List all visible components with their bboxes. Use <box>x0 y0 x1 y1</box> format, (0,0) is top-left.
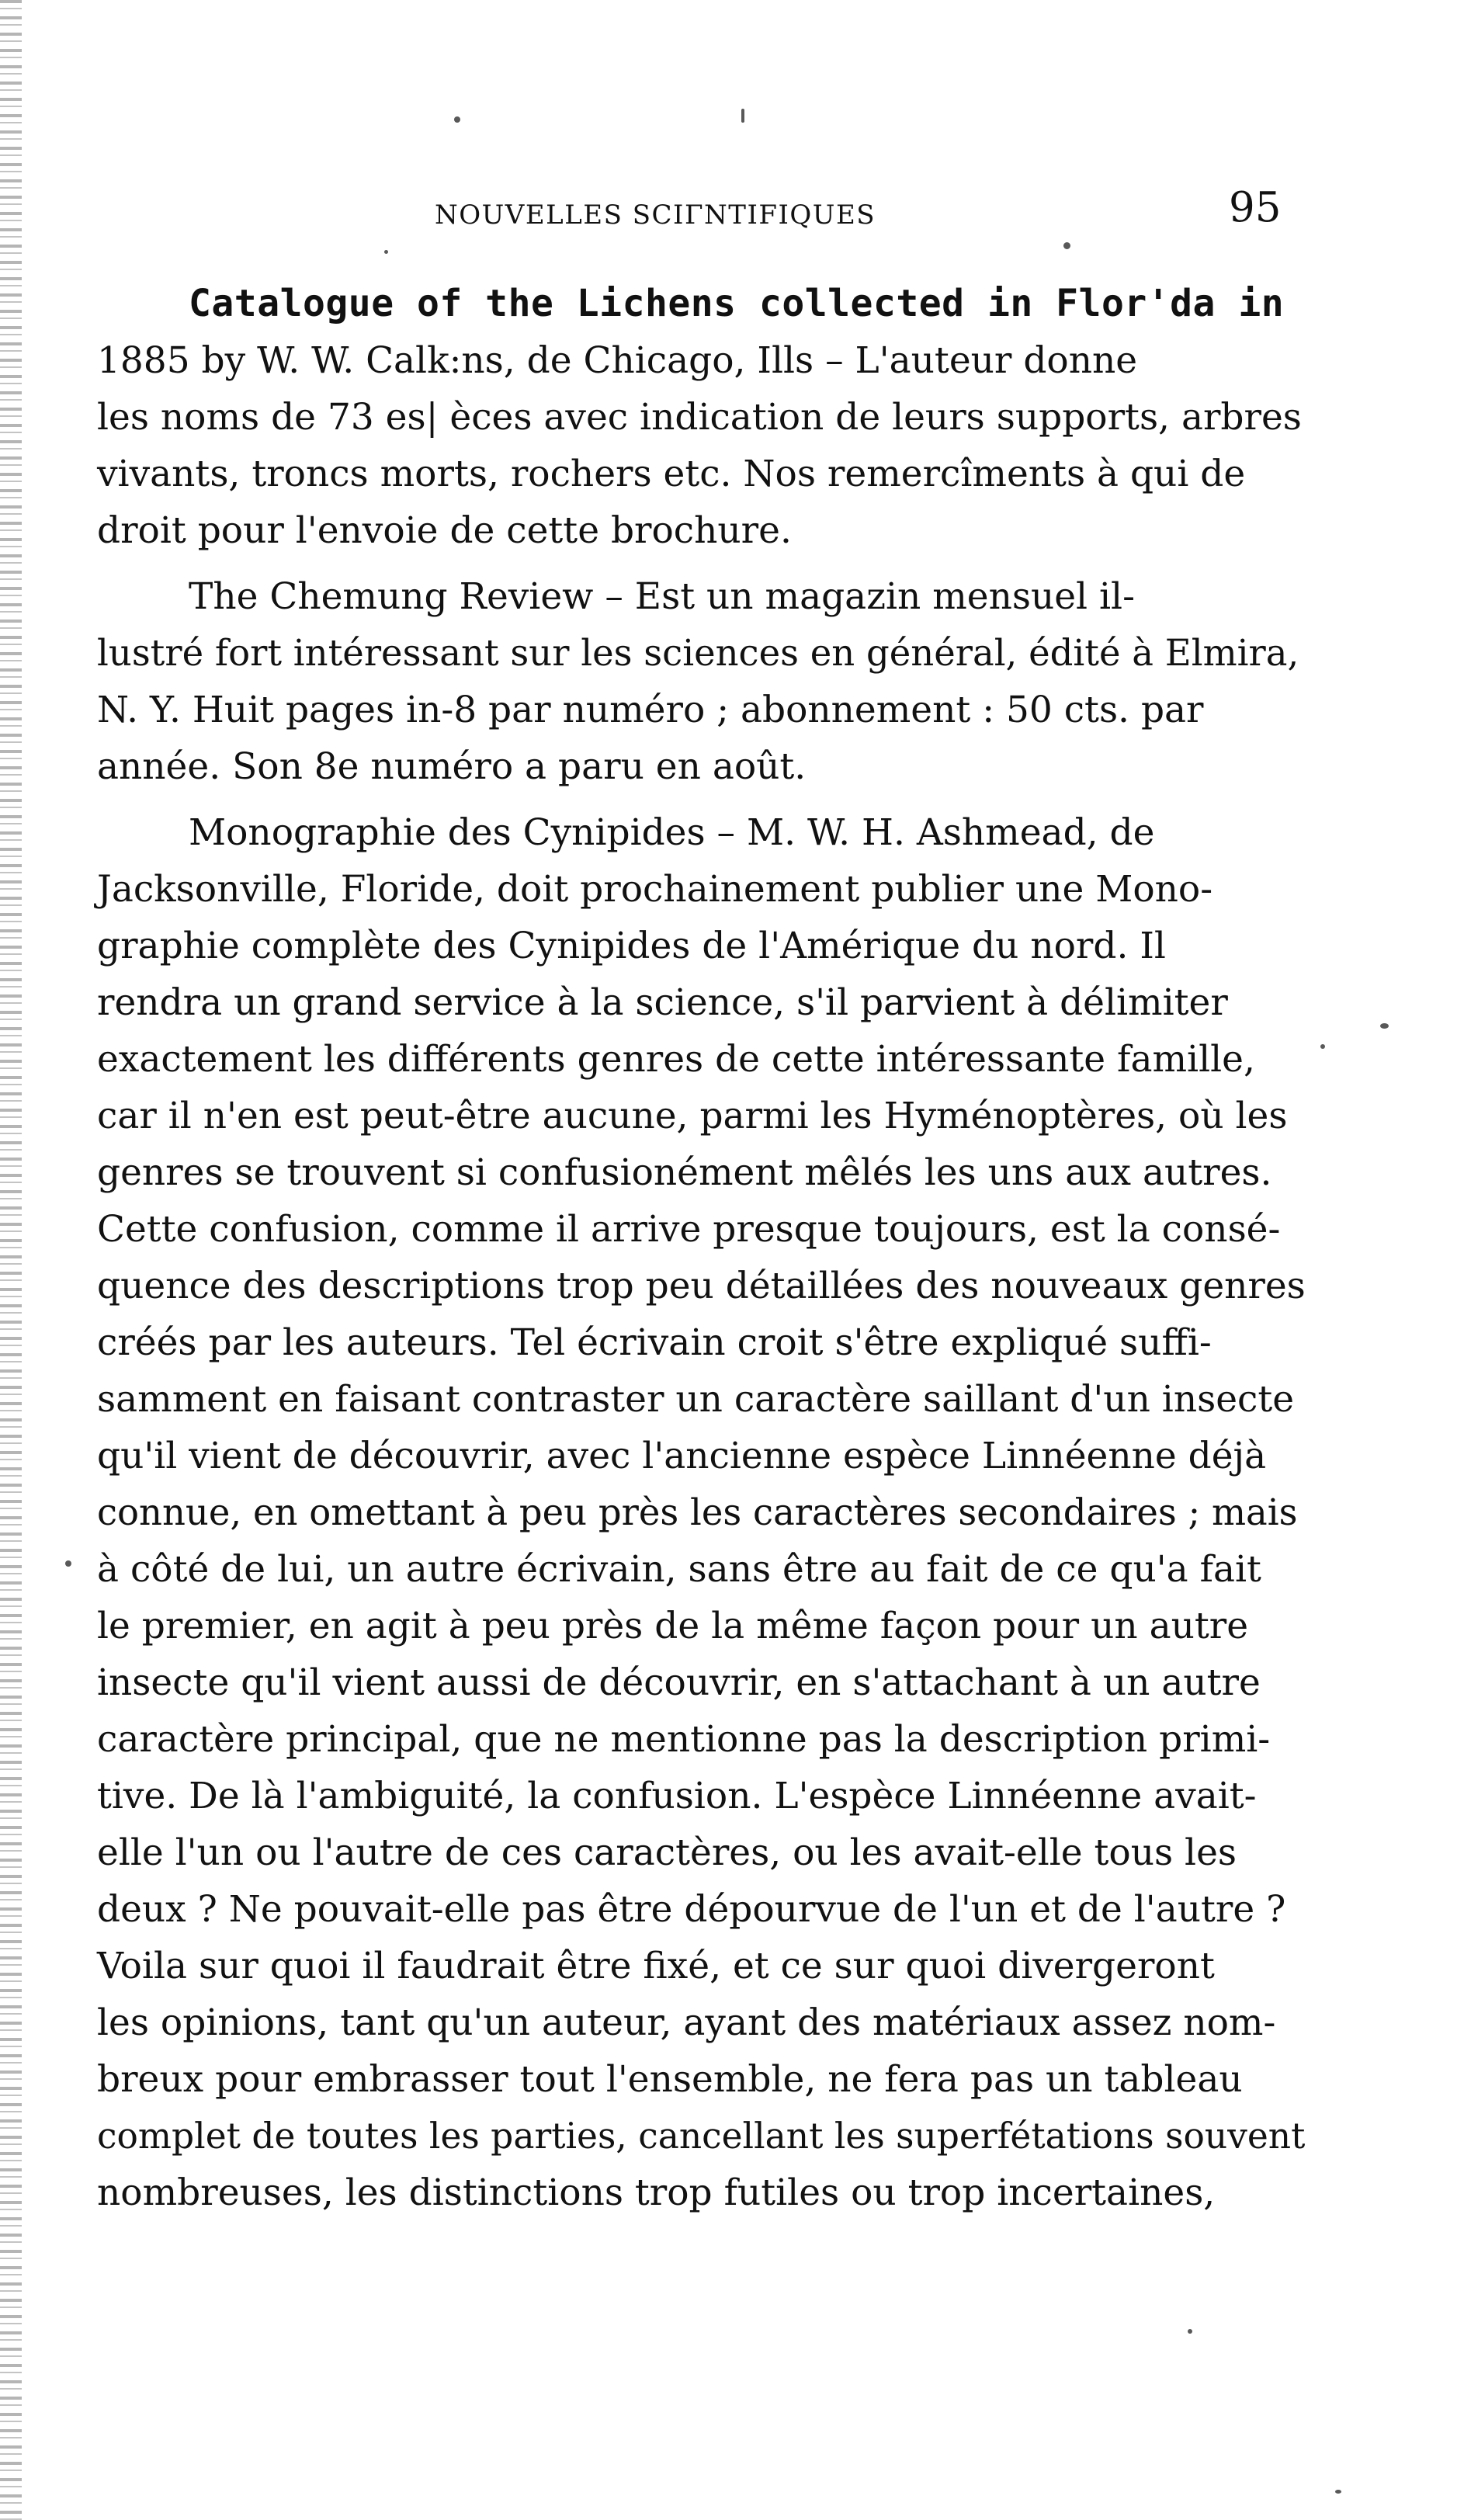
ink-speck <box>1188 2329 1192 2334</box>
text-line: samment en faisant contraster un caractère saillant d'un insecte <box>97 1378 1295 1421</box>
text-line: insecte qu'il vient aussi de découvrir, en s'attachant à un autre <box>97 1661 1261 1704</box>
text-line: caractère principal, que ne mentionne pas la description primi- <box>97 1718 1271 1761</box>
text-line: connue, en omettant à peu près les caractères secondaires ; mais <box>97 1491 1298 1533</box>
text-line: tive. De là l'ambiguité, la confusion. L'espèce Linnéenne avait- <box>97 1775 1257 1817</box>
paragraph-cynipides <box>97 804 1308 2221</box>
text-line: N. Y. Huit pages in-8 par numéro ; abonnement : 50 cts. par <box>97 689 1204 731</box>
ink-speck <box>741 109 744 123</box>
text-line: graphie complète des Cynipides de l'Amérique du nord. Il <box>97 925 1166 967</box>
text-line: The Chemung Review – Est un magazin mensuel il- <box>189 575 1135 618</box>
text-line: exactement les différents genres de cette intéressante famille, <box>97 1038 1255 1081</box>
page-number: 95 <box>1229 184 1282 231</box>
text-line: les opinions, tant qu'un auteur, ayant des matériaux assez nom- <box>97 2001 1276 2044</box>
text-line: complet de toutes les parties, cancellant les superfétations souvent <box>97 2116 1306 2157</box>
paragraph-chemung-review <box>97 568 1308 795</box>
ink-speck <box>1063 242 1070 249</box>
text-line: créés par les auteurs. Tel écrivain croit s'être expliqué suffi- <box>97 1321 1212 1364</box>
text-line: car il n'en est peut-être aucune, parmi les Hyménoptères, où les <box>97 1095 1288 1137</box>
text-line: Jacksonville, Floride, doit prochainement publier une Mono- <box>97 868 1213 911</box>
text-line: quence des descriptions trop peu détaillées des nouveaux genres <box>97 1265 1306 1307</box>
running-title: NOUVELLES SCIΓNTIFIQUES <box>435 200 876 231</box>
text-line: le premier, en agit à peu près de la même façon pour un autre <box>97 1605 1249 1647</box>
ink-speck <box>384 250 388 254</box>
text-line: nombreuses, les distinctions trop futiles ou trop incertaines, <box>97 2171 1216 2214</box>
ink-speck <box>65 1560 71 1567</box>
text-line: rendra un grand service à la science, s'il parvient à délimiter <box>97 981 1228 1024</box>
text-line: les noms de 73 es| èces avec indication de leurs supports, arbres <box>97 396 1302 439</box>
text-line: qu'il vient de découvrir, avec l'ancienne espèce Linnéenne déjà <box>97 1435 1267 1477</box>
text-line: elle l'un ou l'autre de ces caractères, ou les avait-elle tous les <box>97 1831 1237 1874</box>
article-text <box>97 276 1308 2221</box>
text-line: genres se trouvent si confusionément mêlés les uns aux autres. <box>97 1151 1272 1194</box>
paragraph-heading: Catalogue of the Lichens collected in Flor'da in <box>189 282 1285 325</box>
ink-speck <box>1380 1023 1389 1029</box>
text-line: Monographie des Cynipides – M. W. H. Ashmead, de <box>189 811 1155 854</box>
ink-speck <box>1320 1044 1325 1049</box>
ink-speck <box>454 116 460 123</box>
text-line: année. Son 8e numéro a paru en août. <box>97 745 807 788</box>
text-line: breux pour embrasser tout l'ensemble, ne fera pas un tableau <box>97 2058 1243 2101</box>
text-line <box>97 276 1308 332</box>
paragraph-lichens-catalogue <box>97 276 1308 559</box>
text-line: lustré fort intéressant sur les sciences en général, édité à Elmira, <box>97 632 1299 674</box>
text-line: deux ? Ne pouvait-elle pas être dépourvue de l'un et de l'autre ? <box>97 1888 1286 1931</box>
text-line: vivants, troncs morts, rochers etc. Nos remercîments à qui de <box>97 453 1246 495</box>
text-line: 1885 by W. W. Calk:ns, de Chicago, Ills – L'auteur donne <box>97 339 1138 382</box>
text-line: à côté de lui, un autre écrivain, sans être au fait de ce qu'a fait <box>97 1548 1261 1591</box>
ink-speck <box>1335 2490 1341 2494</box>
text-line: Cette confusion, comme il arrive presque toujours, est la consé- <box>97 1208 1281 1251</box>
text-line: Voila sur quoi il faudrait être fixé, et ce sur quoi divergeront <box>97 1945 1215 1987</box>
text-line: droit pour l'envoie de cette brochure. <box>97 509 792 552</box>
